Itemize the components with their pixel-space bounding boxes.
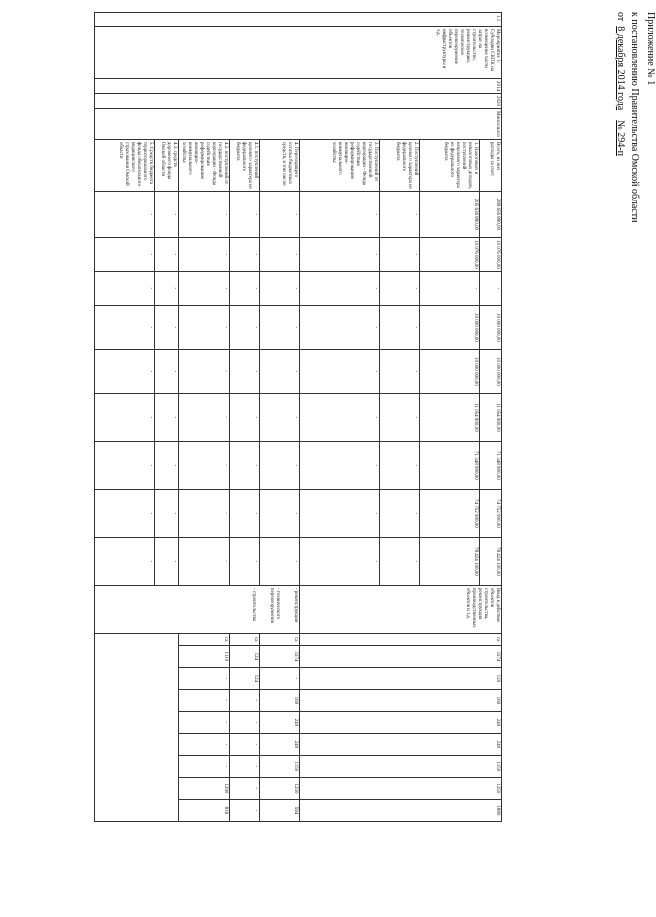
indicator-value: - (230, 777, 260, 799)
finance-value: - (380, 191, 420, 237)
finance-value: - (260, 305, 300, 349)
indicator-unit: га (260, 633, 300, 645)
indicator-value: 816 (179, 799, 230, 821)
finance-value: - (300, 271, 380, 305)
indicator-sublabels (95, 585, 300, 633)
finance-value: 11 054 900,00 (420, 393, 480, 441)
finance-value: 71 348 900,00 (480, 441, 502, 489)
finance-label: 4.2. поступлений от государственной корпорации - Фонда содействия реформированию жилищно-коммунального хозяйства (179, 139, 230, 191)
finance-value: - (380, 271, 420, 305)
finance-value: - (155, 191, 179, 237)
finance-value: - (260, 393, 300, 441)
finance-value: 74 752 900,00 (420, 489, 480, 537)
finance-value: - (300, 191, 380, 237)
finance-value: - (230, 393, 260, 441)
indicator-unit: га (179, 633, 230, 645)
finance-value: - (230, 237, 260, 271)
finance-value: 78 424 100,00 (420, 537, 480, 585)
finance-value: - (95, 349, 155, 393)
finance-label: Всего, из них расходы за счет: (480, 139, 502, 191)
finance-value: 10 076 000,00 (480, 237, 502, 271)
finance-value: - (179, 271, 230, 305)
finance-label: 4. Переходящего остатка бюджетных средств, в том числе: (260, 139, 300, 191)
indicator-value: - (179, 755, 230, 777)
finance-value: - (179, 191, 230, 237)
finance-value: - (95, 191, 155, 237)
finance-value: - (179, 489, 230, 537)
indicator-value: 240 (300, 733, 502, 755)
finance-value: - (179, 393, 230, 441)
finance-value: - (300, 441, 380, 489)
indicator-sub-reconstruction: - реконструкция (293, 587, 298, 623)
finance-label: 4.1. поступлений целевого характера из федерального бюджета (230, 139, 260, 191)
indicator-sub-tech: - технического перевооружения (269, 587, 280, 623)
finance-value: 10 000 000,00 (420, 349, 480, 393)
year-start: 2014 (95, 79, 502, 94)
finance-value: - (179, 441, 230, 489)
finance-value: - (95, 537, 155, 585)
finance-label: 3. Поступлений от государственной корпорации - Фонда содействия реформированию жилищно-коммунального хозяйства (300, 139, 380, 191)
finance-value: - (380, 489, 420, 537)
finance-value: - (380, 393, 420, 441)
finance-value: - (230, 537, 260, 585)
finance-value: 11 054 900,00 (480, 393, 502, 441)
finance-value: - (230, 349, 260, 393)
finance-value: - (300, 537, 380, 585)
finance-value: - (380, 349, 420, 393)
finance-label: 1. Налоговых и неналоговых доходов, поступлений нецелевого характера из федерального бюджета (420, 139, 480, 191)
finance-value: 78 424 100,00 (480, 537, 502, 585)
finance-value: - (179, 305, 230, 349)
finance-value: - (480, 271, 502, 305)
finance-value: - (155, 537, 179, 585)
measure-name: Мероприятие 1: Субсидии СКПК на возмещение части затрат на строительство, реконструкцию, техническое перевооружение объектов инфраструктуры и т.д. (95, 27, 502, 79)
finance-value: - (179, 237, 230, 271)
indicator-value: 1250 (260, 777, 300, 799)
indicator-unit: га (300, 633, 502, 645)
indicator-value: - (179, 667, 230, 689)
finance-value: 289 656 890,00 (480, 191, 502, 237)
indicator-value: 594 (260, 799, 300, 821)
finance-value: - (155, 349, 179, 393)
finance-value: - (260, 441, 300, 489)
indicator-value: - (230, 755, 260, 777)
finance-value: - (95, 489, 155, 537)
finance-value: - (300, 305, 380, 349)
indicator-sub-construction: - строительства (251, 587, 256, 622)
indicator-value: 1880 (300, 799, 502, 821)
indicator-value: 160 (260, 689, 300, 711)
finance-value: 10 076 000,00 (420, 237, 480, 271)
finance-label: 2. Поступлений целевого характера из федерального бюджета (380, 139, 420, 191)
finance-value: - (95, 305, 155, 349)
finance-value: - (179, 537, 230, 585)
finance-value: - (155, 441, 179, 489)
finance-value: - (155, 489, 179, 537)
indicator-unit: га (230, 633, 260, 645)
finance-value: - (300, 393, 380, 441)
finance-value: 71 348 900,00 (420, 441, 480, 489)
indicator-value: 240 (260, 711, 300, 733)
indicator-value: 1110 (179, 645, 230, 667)
rotated-table-sheet (82, 12, 502, 917)
indicator-value: 3374 (260, 645, 300, 667)
indicator-value: 240 (260, 733, 300, 755)
finance-value: 10 000 000,00 (480, 349, 502, 393)
finance-value: - (380, 441, 420, 489)
finance-value: - (260, 489, 300, 537)
indicator-value: - (179, 711, 230, 733)
finance-value: - (260, 537, 300, 585)
indicator-value: - (230, 711, 260, 733)
indicator-value: 240 (300, 711, 502, 733)
finance-value: - (95, 393, 155, 441)
finance-value: - (300, 489, 380, 537)
indicator-value: 1250 (300, 777, 502, 799)
finance-value: - (260, 349, 300, 393)
finance-value: - (155, 393, 179, 441)
finance-value: 74 752 900,00 (480, 489, 502, 537)
finance-value: - (95, 237, 155, 271)
finance-value: - (230, 191, 260, 237)
finance-value: - (95, 441, 155, 489)
indicator-blank (95, 633, 179, 821)
finance-value: 10 000 000,00 (480, 305, 502, 349)
indicator-value: 124 (230, 667, 260, 689)
indicator-value: 1150 (260, 755, 300, 777)
indicator-value: 3374 (300, 645, 502, 667)
finance-value: - (155, 237, 179, 271)
finance-label: 5. Средств бюджета территориального фонда обязательного медицинского страхования Омской области (95, 139, 155, 191)
finance-value: - (380, 537, 420, 585)
finance-value: - (380, 305, 420, 349)
indicator-value: 160 (300, 689, 502, 711)
finance-value: - (260, 237, 300, 271)
finance-value: - (230, 489, 260, 537)
indicator-value: 1150 (300, 755, 502, 777)
finance-value: - (260, 271, 300, 305)
indicator-value: 1290 (179, 777, 230, 799)
indicator-value: - (230, 733, 260, 755)
indicator-value: - (260, 667, 300, 689)
year-end: 2020 (95, 94, 502, 109)
finance-value: 205 636 890,00 (420, 191, 480, 237)
finance-value: - (300, 349, 380, 393)
finance-value: - (155, 271, 179, 305)
executor: Минсельхоз (95, 109, 502, 140)
indicator-name: Ввод в действие объектов строительства, реконструкция производственных объектов и т.д. (300, 585, 502, 633)
finance-value: - (260, 191, 300, 237)
indicator-value: - (179, 689, 230, 711)
finance-value: - (155, 305, 179, 349)
finance-value: - (300, 237, 380, 271)
indicator-value: - (230, 799, 260, 821)
appendix-title: Приложение № 1 (645, 12, 656, 86)
row-number: 1.1 (95, 13, 502, 27)
finance-label: 4.3. средств дорожного фонда Омской области (155, 139, 179, 191)
program-table (94, 12, 502, 822)
indicator-value: 124 (230, 645, 260, 667)
finance-value: - (230, 441, 260, 489)
finance-value: - (230, 305, 260, 349)
indicator-value: - (230, 689, 260, 711)
finance-value: - (230, 271, 260, 305)
decree-reference: к постановлению Правительства Омской области (629, 12, 640, 223)
finance-value: - (179, 349, 230, 393)
indicator-value: - (179, 733, 230, 755)
decree-date-number: от 8 декабря 2014 года № 294-п (615, 12, 626, 156)
finance-value: 10 000 000,00 (420, 305, 480, 349)
finance-value: - (420, 271, 480, 305)
finance-value: - (95, 271, 155, 305)
indicator-value: 120 (300, 667, 502, 689)
finance-value: - (380, 237, 420, 271)
